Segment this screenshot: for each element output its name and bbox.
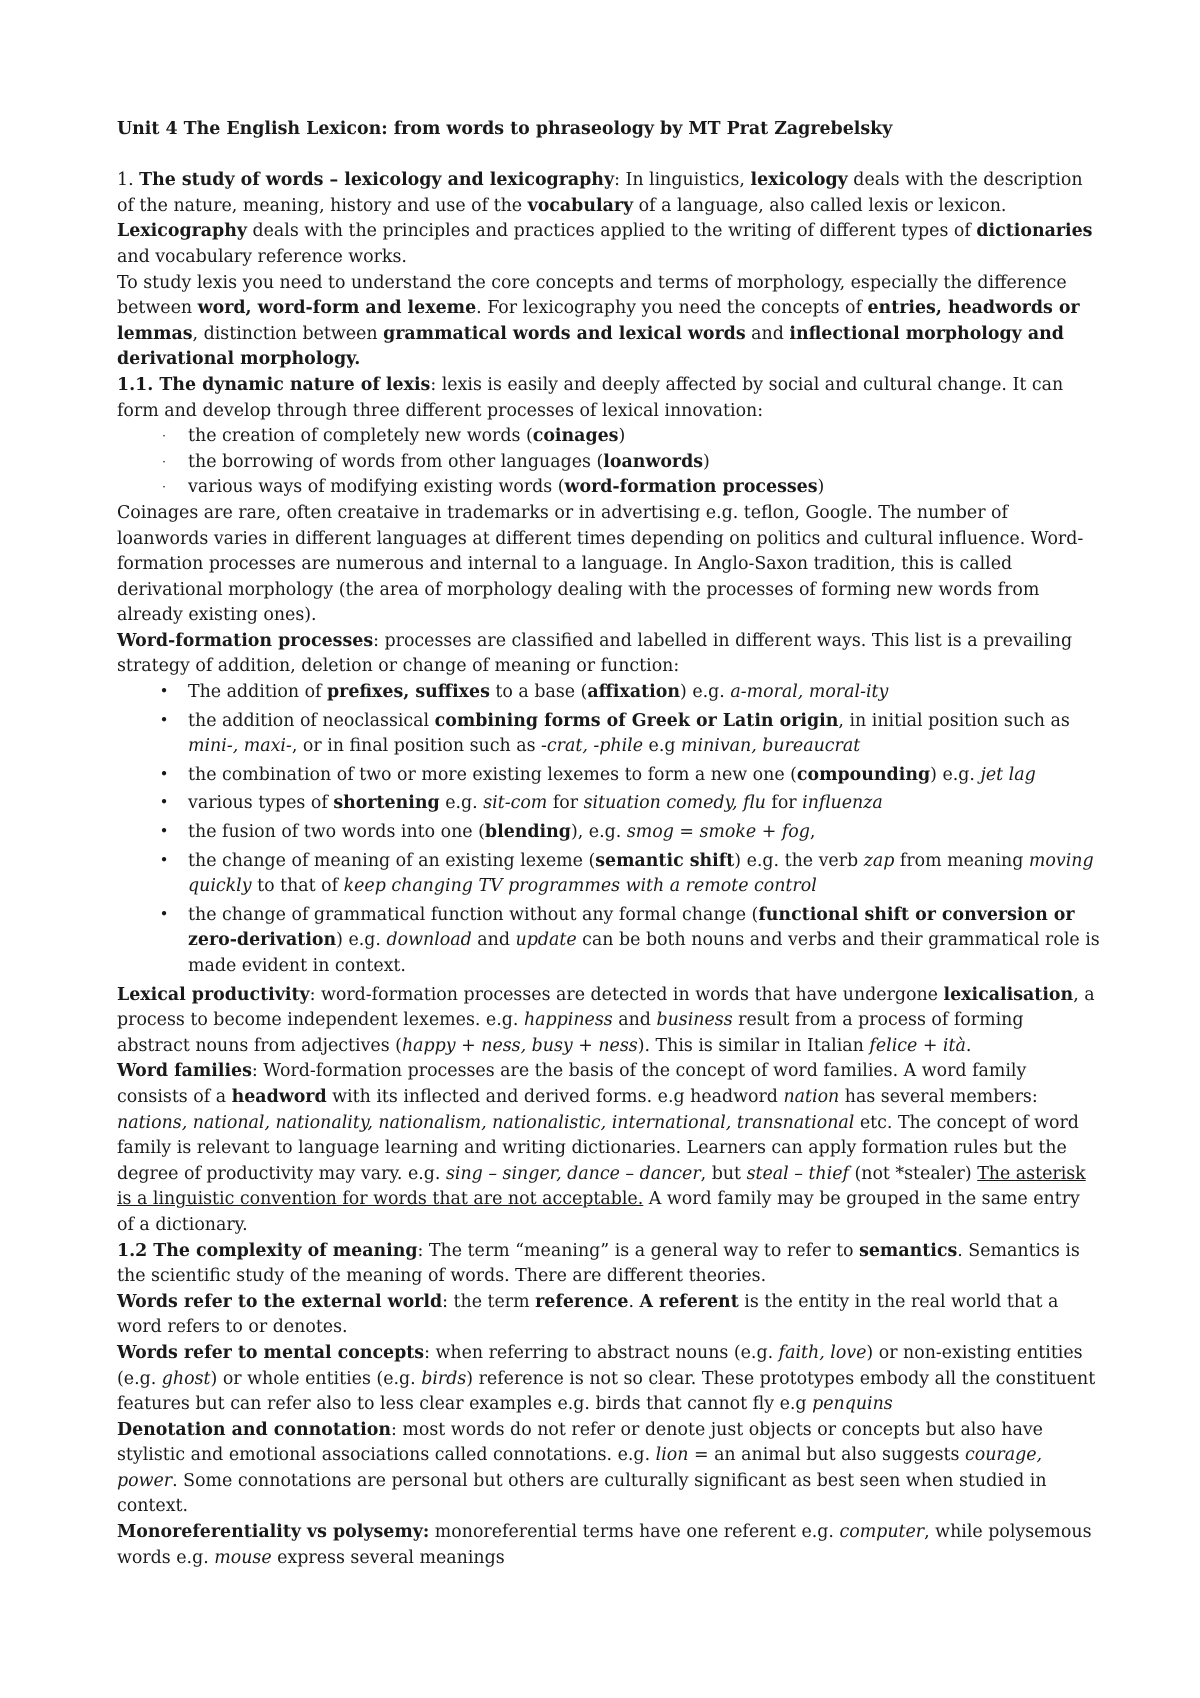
list-item bbox=[117, 763, 1100, 789]
bold-term: Monoreferentiality vs polysemy: bbox=[117, 1522, 430, 1543]
document-title bbox=[117, 117, 1100, 143]
bold-term: combining forms of Greek or Latin origin bbox=[434, 710, 839, 731]
bold-term: 1.1. The dynamic nature of lexis bbox=[117, 374, 431, 395]
text-run: To study lexis you need to understand the core concepts and terms of morphology, especially the difference between bbox=[117, 272, 1067, 319]
bullet-icon: · bbox=[162, 429, 166, 444]
bold-term: reference bbox=[535, 1291, 629, 1312]
italic-example: sing – singer, dance – dancer bbox=[445, 1163, 701, 1184]
italic-example: mouse bbox=[214, 1547, 272, 1568]
text-run: , in initial position such as bbox=[838, 710, 1070, 731]
text-run: : word-formation processes are detected in words that have undergone bbox=[309, 984, 944, 1005]
bold-term: Word-formation processes bbox=[117, 630, 374, 651]
text-run: ) e.g. the verb bbox=[734, 850, 864, 871]
text-run: express several meanings bbox=[271, 1547, 505, 1568]
text-run: ) e.g. bbox=[336, 930, 387, 951]
bullet-list bbox=[117, 424, 1100, 501]
text-run: , bbox=[809, 822, 816, 843]
italic-example: lion bbox=[655, 1445, 689, 1466]
italic-example: zap bbox=[863, 850, 895, 871]
text-run: the borrowing of words from other languages ( bbox=[188, 451, 604, 472]
list-item bbox=[117, 475, 1100, 501]
italic-example: situation comedy, flu bbox=[583, 793, 766, 814]
italic-example: jet lag bbox=[980, 764, 1036, 785]
bullet-icon: • bbox=[159, 710, 169, 729]
text-run: for bbox=[547, 793, 584, 814]
text-run: 1. bbox=[117, 170, 140, 191]
text-run: : most words do not refer or denote just objects or concepts but also have stylistic and emotional associations called connotations. e.g. bbox=[117, 1419, 1043, 1466]
text-run: monoreferential terms have one referent e.g. bbox=[429, 1522, 840, 1543]
text-run: . For lexicography you need the concepts of bbox=[476, 298, 868, 319]
bold-term: entries, headwords or lemmas bbox=[117, 298, 1080, 344]
bold-term: Words refer to mental concepts bbox=[117, 1342, 425, 1363]
list-item bbox=[117, 820, 1100, 846]
italic-example: business bbox=[656, 1010, 733, 1031]
text-run: deals with the principles and practices applied to the writing of different types of bbox=[246, 221, 977, 242]
text-run: and bbox=[471, 930, 516, 951]
text-run: has several members: bbox=[839, 1086, 1038, 1107]
list-item bbox=[117, 903, 1100, 980]
bullet-icon: • bbox=[159, 682, 169, 701]
bold-term: word, word-form and lexeme bbox=[197, 298, 477, 319]
text-run: = an animal but also suggests bbox=[688, 1445, 965, 1466]
text-run: deals with the description of the nature, meaning, history and use of the bbox=[117, 170, 1083, 216]
text-run: . bbox=[628, 1291, 640, 1312]
text-run: e.g bbox=[643, 736, 682, 757]
text-run: of a language, also called lexis or lexicon. bbox=[633, 195, 1007, 216]
text-run: ) or whole entities (e.g. bbox=[210, 1368, 422, 1389]
list-item bbox=[117, 849, 1100, 900]
text-run: . Semantics is the scientific study of the meaning of words. There are different theories. bbox=[117, 1240, 1080, 1287]
italic-example: nations, national, nationality, nationalism, nationalistic, international, transnational bbox=[117, 1112, 855, 1133]
bold-term: lexicalisation bbox=[943, 984, 1074, 1005]
italic-example: keep changing TV programmes with a remote control bbox=[343, 876, 817, 897]
bold-term: 1.2 The complexity of meaning bbox=[117, 1240, 418, 1261]
text-run: various types of bbox=[188, 793, 334, 814]
text-run: ) bbox=[703, 451, 710, 472]
bold-term: Unit 4 The English Lexicon: from words to phraseology by MT Prat Zagrebelsky bbox=[117, 119, 893, 139]
text-run: e.g. bbox=[439, 793, 484, 814]
bold-term: lexicology bbox=[750, 170, 848, 191]
text-run: : The term “meaning” is a general way to refer to bbox=[417, 1240, 860, 1261]
text-run: A word family may be grouped in the same entry of a dictionary. bbox=[117, 1189, 1080, 1235]
italic-example: update bbox=[515, 930, 577, 951]
text-run: to a base ( bbox=[489, 682, 588, 703]
list-item bbox=[117, 680, 1100, 706]
text-run: ) or non-existing entities (e.g. bbox=[117, 1342, 1083, 1389]
text-run: can be both nouns and verbs and their grammatical role is made evident in context. bbox=[188, 930, 1100, 976]
bullet-icon: • bbox=[159, 764, 169, 783]
text-run: : lexis is easily and deeply affected by social and cultural change. It can form and develop through three different processes of lexical innovation: bbox=[117, 374, 1064, 421]
bold-term: affixation bbox=[587, 682, 681, 703]
text-run: and bbox=[745, 323, 790, 344]
bold-term: headword bbox=[231, 1086, 327, 1107]
bold-term: dictionaries bbox=[976, 221, 1093, 242]
text-run: Coinages are rare, often creataive in trademarks or in advertising e.g. teflon, Google. The number of loanwords varies in different languages at different times depending on politics and cultural influence. Word-formation processes are numerous and internal to a language. In Anglo-Saxon tradition, this is called derivational morphology (the area of morphology dealing with the processes of forming new words from already existing ones). bbox=[117, 502, 1084, 626]
italic-example: moving quickly bbox=[188, 850, 1094, 897]
list-item bbox=[117, 450, 1100, 476]
text-run: is the entity in the real world that a word refers to or denotes. bbox=[117, 1291, 1059, 1338]
text-run: the addition of neoclassical bbox=[188, 710, 435, 731]
bullet-icon: · bbox=[162, 454, 166, 469]
bold-term: shortening bbox=[333, 793, 440, 814]
paragraph bbox=[117, 1520, 1100, 1571]
paragraph bbox=[117, 1239, 1100, 1290]
bullet-icon: • bbox=[159, 822, 169, 841]
bullet-icon: • bbox=[159, 850, 169, 869]
bold-term: semantics bbox=[859, 1240, 958, 1261]
document-body bbox=[117, 168, 1100, 1571]
text-run: : processes are classified and labelled in different ways. This list is a prevailing strategy of addition, deletion or change of meaning or function: bbox=[117, 630, 1073, 677]
bold-term: inflectional morphology and derivational morphology. bbox=[117, 323, 1064, 370]
text-run: the combination of two or more existing lexemes to form a new one ( bbox=[188, 764, 797, 785]
bold-term: Denotation and connotation bbox=[117, 1419, 392, 1440]
text-run: , while polysemous words e.g. bbox=[117, 1522, 1092, 1568]
text-run: . Some connotations are personal but others are culturally significant as best seen when studied in context. bbox=[117, 1470, 1047, 1517]
text-run: result from a process of forming abstract nouns from adjectives ( bbox=[117, 1010, 1024, 1056]
italic-example: courage, power bbox=[117, 1445, 1043, 1491]
text-run: various ways of modifying existing words ( bbox=[188, 477, 565, 498]
text-run: and vocabulary reference works. bbox=[117, 246, 407, 267]
italic-example: steal – thief bbox=[746, 1163, 849, 1184]
italic-example: -crat, -phile bbox=[541, 736, 643, 757]
italic-example: influenza bbox=[802, 793, 883, 814]
text-run: (not *stealer) bbox=[848, 1163, 978, 1184]
paragraph bbox=[117, 1341, 1100, 1418]
text-run: from meaning bbox=[894, 850, 1029, 871]
paragraph bbox=[117, 1290, 1100, 1341]
italic-example: ghost bbox=[161, 1368, 211, 1389]
bold-term: Words refer to the external world bbox=[117, 1291, 443, 1312]
bold-term: vocabulary bbox=[527, 195, 634, 216]
text-run: the creation of completely new words ( bbox=[188, 426, 533, 447]
italic-example: penquins bbox=[812, 1394, 893, 1415]
text-run: : the term bbox=[442, 1291, 536, 1312]
italic-example: a-moral, moral-ity bbox=[730, 682, 889, 703]
bold-term: word-formation processes bbox=[564, 477, 818, 498]
underlined-note: The asterisk is a linguistic convention for words that are not acceptable. bbox=[117, 1163, 1086, 1210]
italic-example: nation bbox=[783, 1086, 840, 1107]
italic-example: minivan, bureaucrat bbox=[681, 736, 861, 757]
bullet-list bbox=[117, 680, 1100, 980]
italic-example: download bbox=[386, 930, 472, 951]
bold-term: functional shift or conversion or zero-derivation bbox=[188, 904, 1075, 951]
bold-term: Lexical productivity bbox=[117, 984, 310, 1005]
paragraph bbox=[117, 501, 1100, 629]
text-run: to that of bbox=[251, 876, 344, 897]
bold-term: blending bbox=[484, 822, 571, 843]
text-run: : when referring to abstract nouns (e.g. bbox=[424, 1342, 779, 1363]
italic-example: smog = smoke + fog bbox=[626, 822, 810, 843]
bold-term: prefixes, suffixes bbox=[327, 682, 490, 703]
paragraph bbox=[117, 629, 1100, 680]
paragraph bbox=[117, 271, 1100, 373]
bold-term: coinages bbox=[532, 426, 619, 447]
italic-example: birds bbox=[421, 1368, 467, 1389]
italic-example: happy + ness, busy + ness bbox=[401, 1035, 638, 1056]
list-item bbox=[117, 791, 1100, 817]
text-run: ) bbox=[618, 426, 626, 447]
text-run: the change of meaning of an existing lexeme ( bbox=[188, 850, 596, 871]
text-run: ) reference is not so clear. These prototypes embody all the constituent features but can refer also to less clear examples e.g. birds that cannot fly e.g bbox=[117, 1368, 1096, 1415]
text-run: the fusion of two words into one ( bbox=[188, 822, 485, 843]
text-run: with its inflected and derived forms. e.g headword bbox=[326, 1086, 784, 1107]
text-run: and bbox=[612, 1010, 657, 1031]
bold-term: The study of words – lexicology and lexicography bbox=[139, 170, 615, 191]
text-run: , distinction between bbox=[192, 323, 384, 344]
paragraph bbox=[117, 983, 1100, 1060]
text-run: : Word-formation processes are the basis of the concept of word families. A word family consists of a bbox=[117, 1061, 1027, 1107]
text-run: etc. The concept of word family is relevant to language learning and writing dictionaries. Learners can apply formation rules but the degree of productivity may vary. e.g. bbox=[117, 1112, 1079, 1184]
text-run: , or in final position such as bbox=[291, 736, 542, 757]
text-run: . bbox=[965, 1035, 972, 1056]
paragraph bbox=[117, 219, 1100, 270]
paragraph bbox=[117, 1059, 1100, 1238]
bold-term: loanwords bbox=[603, 451, 704, 472]
italic-example: happiness bbox=[523, 1010, 613, 1031]
text-run: ). This is similar in Italian bbox=[637, 1035, 870, 1056]
list-item bbox=[117, 709, 1100, 760]
text-run: ) e.g. bbox=[930, 764, 981, 785]
paragraph bbox=[117, 373, 1100, 424]
text-run: the change of grammatical function without any formal change ( bbox=[188, 904, 759, 925]
bullet-icon: • bbox=[159, 793, 169, 812]
bold-term: Word families bbox=[117, 1061, 252, 1082]
bold-term: semantic shift bbox=[595, 850, 735, 871]
text-run: , but bbox=[700, 1163, 747, 1184]
bold-term: compounding bbox=[796, 764, 931, 785]
bullet-icon: • bbox=[159, 904, 169, 923]
paragraph bbox=[117, 1418, 1100, 1520]
list-item bbox=[117, 424, 1100, 450]
bold-term: Lexicography bbox=[117, 221, 247, 242]
italic-example: felice + ità bbox=[869, 1035, 966, 1056]
text-run: , a process to become independent lexemes. e.g. bbox=[117, 984, 1095, 1031]
italic-example: computer bbox=[839, 1522, 925, 1543]
text-run: ), e.g. bbox=[570, 822, 627, 843]
paragraph bbox=[117, 168, 1100, 219]
text-run: The addition of bbox=[188, 682, 327, 703]
italic-example: sit-com bbox=[483, 793, 548, 814]
bold-term: grammatical words and lexical words bbox=[383, 323, 746, 344]
bold-term: A referent bbox=[639, 1291, 739, 1312]
bullet-icon: · bbox=[162, 480, 166, 495]
italic-example: mini-, maxi- bbox=[188, 736, 292, 757]
text-run: for bbox=[765, 793, 803, 814]
text-run: : In linguistics, bbox=[614, 170, 751, 191]
italic-example: faith, love bbox=[778, 1342, 867, 1363]
text-run: ) bbox=[817, 477, 825, 498]
text-run: ) e.g. bbox=[680, 682, 731, 703]
